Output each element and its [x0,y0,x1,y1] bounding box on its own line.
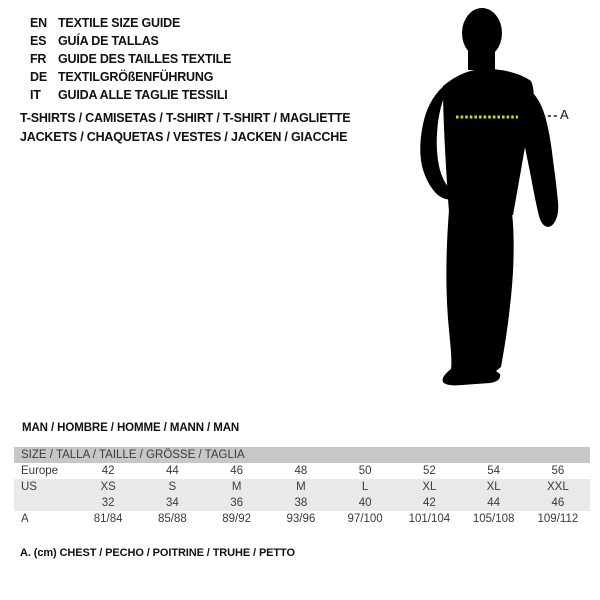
section-title-man: MAN / HOMBRE / HOMME / MANN / MAN [22,422,240,434]
table-cell: 44 [487,497,501,509]
table-cell: 50 [358,465,372,477]
size-table-header: SIZE / TALLA / TAILLE / GRÖSSE / TAGLIA [14,447,590,463]
table-row-europe [14,463,590,479]
table-cell: 101/104 [408,513,451,525]
man-silhouette-icon [410,5,570,390]
table-cell: 40 [358,497,372,509]
table-cell: 89/92 [222,513,252,525]
row-label: A [21,513,29,525]
table-cell: 36 [230,497,244,509]
language-code: DE [30,70,47,84]
table-cell: XS [100,481,116,493]
language-label: TEXTILGRÖßENFÜHRUNG [58,70,214,84]
table-cell: 34 [165,497,179,509]
row-label [14,495,76,511]
language-label: GUIDA ALLE TAGLIE TESSILI [58,88,228,102]
language-label: GUÍA DE TALLAS [58,34,159,48]
table-cell: 85/88 [157,513,187,525]
table-cell: XL [486,481,501,493]
table-cell: 48 [294,465,308,477]
measurement-footnote: A. (cm) CHEST / PECHO / POITRINE / TRUHE / PETTO [20,547,295,559]
table-cell: 54 [487,465,501,477]
measure-label-a: A [560,107,569,122]
table-cell: XXL [547,481,569,493]
man-silhouette-shape [420,8,558,385]
table-cell: M [231,481,242,493]
table-row-us-numbers [14,495,590,511]
table-cell: XL [422,481,437,493]
table-cell: S [168,481,177,493]
table-cell: L [361,481,369,493]
row-label: Europe [21,465,59,477]
language-code: IT [30,88,41,102]
language-code: FR [30,52,47,66]
category-jackets: JACKETS / CHAQUETAS / VESTES / JACKEN / GIACCHE [20,129,348,144]
language-code: EN [30,16,47,30]
table-cell: 46 [551,497,565,509]
table-cell: M [296,481,306,493]
table-cell: 44 [165,465,179,477]
table-cell: 93/96 [286,513,316,525]
table-cell: 81/84 [93,513,123,525]
table-cell: 56 [551,465,565,477]
language-label: GUIDE DES TAILLES TEXTILE [58,52,232,66]
table-cell: 52 [422,465,436,477]
table-cell: 32 [101,497,115,509]
table-cell: 42 [422,497,436,509]
table-cell: 42 [101,465,115,477]
table-cell: 38 [294,497,308,509]
row-label: US [21,481,37,493]
table-cell: 109/112 [537,513,579,525]
table-row-a-chest [14,511,590,527]
table-cell: 46 [230,465,244,477]
language-label: TEXTILE SIZE GUIDE [58,16,181,30]
category-tshirts: T-SHIRTS / CAMISETAS / T-SHIRT / T-SHIRT / MAGLIETTE [20,111,351,125]
language-code: ES [30,34,47,48]
table-row-us-letters [14,479,590,495]
table-cell: 105/108 [472,513,515,525]
size-table [14,447,590,527]
table-cell: 97/100 [347,513,383,525]
